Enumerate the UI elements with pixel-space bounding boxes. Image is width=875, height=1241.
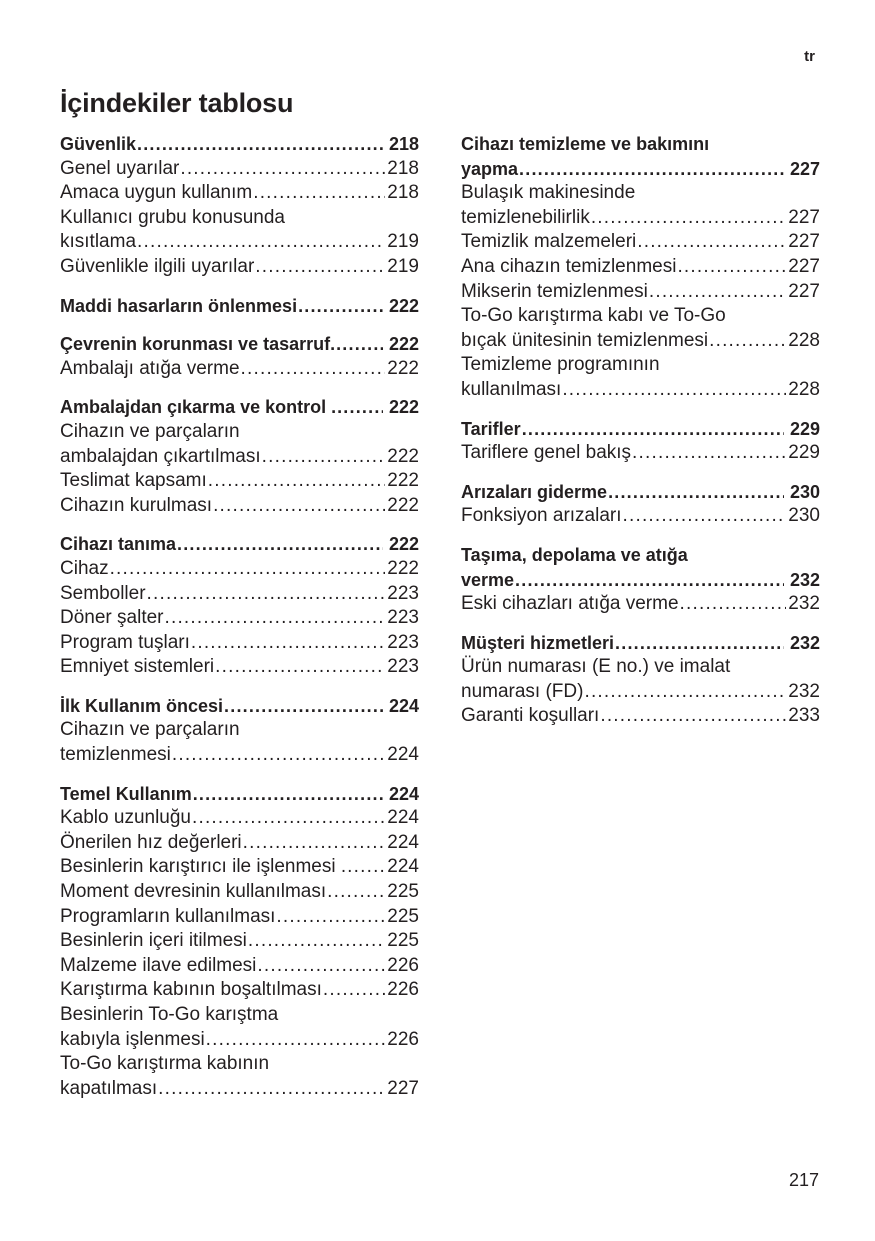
toc-entry-title: Temel Kullanım [60,783,192,804]
toc-page-number: 222 [387,470,419,492]
dot-leader [583,680,786,705]
toc-entry-title: Temizleme programının [461,354,660,376]
toc-entry-cihazin-ve-parcalarin-ambalajdan-cikartilmasi-line-1[interactable] [60,420,419,445]
dot-leader [676,255,786,280]
toc-entry-title: Cihazın ve parçaların [60,420,240,442]
toc-entry-cihazin-ve-parcalarin-ambalajdan-cikartilmasi-line-2[interactable] [60,445,419,470]
toc-entry-title: Mikserin temizlenmesi [461,280,648,302]
toc-entry-amaca-uygun-kullanim[interactable] [60,181,419,206]
toc-page-number: 227 [387,1077,419,1099]
toc-page-number: 232 [789,569,820,590]
toc-page-number: 227 [788,280,820,302]
dot-leader [252,181,385,206]
dot-leader [212,494,385,519]
dot-leader [256,954,385,979]
dot-leader [326,880,385,905]
toc-entry-title: Besinlerin içeri itilmesi [60,930,247,952]
toc-page-number: 226 [387,1028,419,1050]
toc-entry-title: Tariflere genel bakış [461,442,632,464]
toc-entry-doner-salter[interactable] [60,606,419,631]
dot-leader [297,294,383,319]
toc-entry-kullanici-grubu-konusunda-kisitlama-line-2[interactable] [60,230,419,255]
dot-leader [261,445,386,470]
toc-column-right [461,132,820,743]
toc-entry-title: kullanılması [461,378,562,400]
toc-section-tasima-depolama-ve-atiga-verme [461,543,820,617]
toc-entry-title: Kablo uzunluğu [60,807,191,829]
toc-page-number: 230 [788,505,820,527]
toc-entry-title: Taşıma, depolama ve atığa [461,544,688,565]
toc-entry-title: Besinlerin karıştırıcı ile işlenmesi . [60,856,347,878]
dot-leader [136,132,383,157]
toc-entry-cihazin-ve-parcalarin-temizlenmesi-line-1[interactable] [60,718,419,743]
toc-heading-cevrenin-korunmasi-ve-tasarruf[interactable] [60,332,419,357]
toc-entry-besinlerin-to-go-karistma-kabiyla-islenmesi-line-1[interactable] [60,1003,419,1028]
dot-leader [614,631,784,656]
dot-leader [631,441,786,466]
toc-section-guvenlik [60,132,419,280]
dot-leader [521,417,784,442]
toc-entry-title: Maddi hasarların önlenmesi [60,295,298,316]
toc-entry-bulasik-makinesinde-temizlenebilirlik-line-1[interactable] [461,181,820,206]
toc-section-tarifler [461,417,820,466]
toc-entry-kablo-uzunlugu[interactable] [60,806,419,831]
toc-page-number: 218 [387,182,419,204]
toc-entry-title: Önerilen hız değerleri [60,831,242,853]
toc-heading-temel-kullanim[interactable] [60,782,419,807]
toc-page-number: 224 [388,695,419,716]
toc-page-number: 229 [789,418,820,439]
dot-leader [679,592,787,617]
toc-entry-ana-cihazin-temizlenmesi[interactable] [461,255,820,280]
toc-entry-temizleme-programinin-kullanilmasi-line-1[interactable] [461,353,820,378]
toc-entry-title: verme [461,569,515,590]
toc-entry-title: ambalajdan çıkartılması [60,445,261,467]
dot-leader [109,557,386,582]
toc-entry-title: Kullanıcı grubu konusunda [60,206,285,228]
toc-entry-ambalaji-atiga-verme[interactable] [60,357,419,382]
toc-entry-title: Eski cihazları atığa verme [461,593,679,615]
toc-entry-malzeme-ilave-edilmesi[interactable] [60,954,419,979]
toc-entry-title: bıçak ünitesinin temizlenmesi [461,329,709,351]
toc-section-ambalajdan-cikarma-ve-kontrol [60,395,419,518]
dot-leader [192,782,383,807]
toc-heading-musteri-hizmetleri[interactable] [461,631,820,656]
toc-section-maddi-hasarlarin-onlenmesi [60,294,419,319]
toc-entry-title: Amaca uygun kullanım [60,182,253,204]
dot-leader [561,378,786,403]
dot-leader [214,655,385,680]
toc-entry-title: Moment devresinin kullanılması [60,881,327,903]
toc-entry-title: Genel uyarılar [60,157,180,179]
toc-section-ilk-kullanim-oncesi [60,694,419,768]
toc-entry-title: Cihazın ve parçaların [60,719,240,741]
dot-leader [648,280,786,305]
toc-entry-title: Malzeme ilave edilmesi [60,954,257,976]
toc-entry-title: Döner şalter [60,607,164,629]
dot-leader [254,255,385,280]
toc-entry-title: Arızaları giderme [461,481,608,502]
toc-entry-karistirma-kabinin-bosaltilmasi[interactable] [60,978,419,1003]
toc-page-number: 224 [387,807,419,829]
toc-entry-title: To-Go karıştırma kabı ve To-Go [461,305,726,327]
toc-section-temel-kullanim [60,782,419,1102]
toc-entry-title: Cihazı tanıma [60,534,177,555]
toc-entry-to-go-karistirma-kabinin-kapatilmasi-line-2[interactable] [60,1077,419,1102]
dot-leader [607,480,784,505]
toc-entry-title: Güvenlik [60,134,137,154]
toc-page-number: 222 [388,334,419,355]
dot-leader [336,395,383,420]
toc-page-number: 227 [789,158,820,179]
toc-entry-kullanici-grubu-konusunda-kisitlama-line-1[interactable] [60,206,419,231]
toc-entry-fonksiyon-arizalari[interactable] [461,504,820,529]
toc-entry-title: temizlenebilirlik [461,206,590,228]
toc-page-number: 225 [387,905,419,927]
toc-page-number: 230 [789,481,820,502]
dot-leader [247,929,385,954]
toc-heading-cihazi-tanima[interactable] [60,532,419,557]
toc-page-number: 223 [387,656,419,678]
dot-leader [240,357,386,382]
toc-entry-title: Program tuşları [60,631,190,653]
page-number: 217 [788,1170,819,1190]
toc-entry-title: yapma [461,158,519,179]
toc-page-number: 224 [387,856,419,878]
toc-entry-title: Güvenlikle ilgili uyarılar [60,255,255,277]
toc-entry-title: To-Go karıştırma kabının [60,1053,270,1075]
dot-leader [176,532,383,557]
toc-page-number: 227 [788,231,820,253]
toc-entry-title: Fonksiyon arızaları [461,505,622,527]
toc-column-left [60,132,419,1115]
toc-entry-title: Ürün numarası (E no.) ve imalat [461,656,731,678]
dot-leader [708,329,786,354]
toc-entry-title: İlk Kullanım öncesi [60,695,224,716]
toc-entry-title: Ana cihazın temizlenmesi [461,255,677,277]
toc-page-number: 225 [387,881,419,903]
toc-entry-semboller[interactable] [60,582,419,607]
dot-leader [223,694,383,719]
toc-section-musteri-hizmetleri [461,631,820,729]
toc-page-number: 222 [388,295,419,316]
toc-heading-tarifler[interactable] [461,417,820,442]
toc-entry-title: Müşteri hizmetleri [461,632,615,653]
toc-page-number: 232 [789,632,820,653]
toc-heading-arizalari-giderme[interactable] [461,480,820,505]
language-code: tr [804,48,815,65]
toc-entry-moment-devresinin-kullanilmasi[interactable] [60,880,419,905]
toc-page-number: 222 [387,494,419,516]
dot-leader [622,504,787,529]
dot-leader [590,206,786,231]
toc-page-number: 222 [387,357,419,379]
dot-leader [164,606,386,631]
toc-page-number: 222 [387,445,419,467]
toc-entry-cihaz[interactable] [60,557,419,582]
toc-entry-cihazin-kurulmasi[interactable] [60,494,419,519]
toc-entry-mikserin-temizlenmesi[interactable] [461,280,820,305]
toc-entry-title: Garanti koşulları [461,705,600,727]
toc-section-cihazi-tanima [60,532,419,680]
toc-heading-guvenlik[interactable] [60,132,419,157]
toc-entry-urun-numarasi-e-no-ve-imalat-numarasi-fd-line-1[interactable] [461,655,820,680]
dot-leader [518,157,784,182]
toc-page-number: 227 [788,206,820,228]
toc-heading-maddi-hasarlarin-onlenmesi[interactable] [60,294,419,319]
toc-page-number: 223 [387,631,419,653]
toc-entry-to-go-karistirma-kabi-ve-to-go-bicak-unitesinin-temizlenmesi-line-2[interactable] [461,329,820,354]
toc-entry-urun-numarasi-e-no-ve-imalat-numarasi-fd-line-2[interactable] [461,680,820,705]
toc-page-number: 233 [788,705,820,727]
toc-page-number: 224 [387,831,419,853]
toc-entry-title: Cihazın kurulması [60,494,213,516]
dot-leader [191,806,385,831]
dot-leader [242,831,386,856]
toc-entry-title: Ambalajdan çıkarma ve kontrol . [60,397,337,418]
toc-entry-title: Karıştırma kabının boşaltılması [60,979,322,1001]
toc-entry-programlarin-kullanilmasi[interactable] [60,905,419,930]
dot-leader [346,855,385,880]
toc-page-number: 229 [788,442,820,464]
toc-entry-title: kabıyla işlenmesi [60,1028,205,1050]
dot-leader [207,469,386,494]
dot-leader [179,157,385,182]
toc-page-number: 218 [387,157,419,179]
toc-entry-title: kısıtlama [60,231,137,253]
toc-section-cevrenin-korunmasi-ve-tasarruf [60,332,419,381]
toc-entry-title: Temizlik malzemeleri [461,231,637,253]
toc-page-number: 224 [388,783,419,804]
toc-entry-title: Cihaz [60,557,109,579]
dot-leader [599,704,786,729]
toc-entry-title: Çevrenin korunması ve tasarruf. [60,334,336,355]
dot-leader [190,631,385,656]
toc-entry-temizlik-malzemeleri[interactable] [461,230,820,255]
toc-page-number: 226 [387,954,419,976]
toc-entry-title: Tarifler [461,418,521,439]
toc-heading-cihazi-temizleme-ve-bakimini-yapma-line-2[interactable] [461,157,820,182]
toc-entry-title: Teslimat kapsamı [60,470,207,492]
toc-entry-title: Programların kullanılması [60,905,276,927]
toc-entry-title: kapatılması [60,1077,158,1099]
toc-entry-tariflere-genel-bakis[interactable] [461,441,820,466]
toc-entry-onerilen-hiz-degerleri[interactable] [60,831,419,856]
toc-entry-besinlerin-to-go-karistma-kabiyla-islenmesi-line-2[interactable] [60,1028,419,1053]
dot-leader [136,230,385,255]
toc-entry-cihazin-ve-parcalarin-temizlenmesi-line-2[interactable] [60,743,419,768]
toc-entry-emniyet-sistemleri[interactable] [60,655,419,680]
toc-entry-temizleme-programinin-kullanilmasi-line-2[interactable] [461,378,820,403]
toc-page-number: 223 [387,607,419,629]
toc-page-number: 224 [387,744,419,766]
dot-leader [205,1028,386,1053]
toc-entry-besinlerin-karistirici-ile-islenmesi[interactable] [60,855,419,880]
dot-leader [275,905,385,930]
toc-entry-to-go-karistirma-kabinin-kapatilmasi-line-1[interactable] [60,1052,419,1077]
toc-entry-title: Semboller [60,582,146,604]
toc-entry-title: Besinlerin To-Go karıştma [60,1004,279,1025]
toc-entry-title: Ambalajı atığa verme [60,357,240,379]
toc-entry-to-go-karistirma-kabi-ve-to-go-bicak-unitesinin-temizlenmesi-line-1[interactable] [461,304,820,329]
toc-page-number: 219 [387,231,419,253]
toc-entry-besinlerin-iceri-itilmesi[interactable] [60,929,419,954]
toc-section-cihazi-temizleme-ve-bakimini-yapma [461,132,820,403]
toc-page-number: 228 [788,378,820,400]
toc-heading-ambalajdan-cikarma-ve-kontrol[interactable] [60,395,419,420]
dot-leader [157,1077,385,1102]
page-title: İçindekiler tablosu [60,88,294,118]
toc-entry-guvenlikle-ilgili-uyarilar[interactable] [60,255,419,280]
dot-leader [322,978,385,1003]
toc-page-number: 218 [388,134,419,154]
toc-page-number: 222 [387,557,419,579]
toc-heading-tasima-depolama-ve-atiga-verme-line-1[interactable] [461,543,820,568]
toc-page-number: 223 [387,582,419,604]
dot-leader [514,568,784,593]
toc-entry-garanti-kosullari[interactable] [461,704,820,729]
toc-page-number: 232 [788,593,820,615]
toc-entry-title: temizlenmesi [60,744,171,766]
toc-section-arizalari-giderme [461,480,820,529]
toc-page-number: 226 [387,979,419,1001]
toc-page-number: 227 [788,255,820,277]
toc-entry-title: Bulaşık makinesinde [461,182,636,204]
toc-entry-title: Cihazı temizleme ve bakımını [461,134,710,154]
toc-page-number: 222 [388,534,419,555]
dot-leader [636,230,786,255]
toc-page-number: 232 [788,680,820,702]
toc-heading-cihazi-temizleme-ve-bakimini-yapma-line-1[interactable] [461,132,820,157]
toc-entry-eski-cihazlari-atiga-verme[interactable] [461,592,820,617]
toc-entry-title: Emniyet sistemleri [60,656,215,678]
toc-heading-ilk-kullanim-oncesi[interactable] [60,694,419,719]
toc-page-number: 228 [788,329,820,351]
toc-entry-genel-uyarilar[interactable] [60,157,419,182]
toc-entry-teslimat-kapsami[interactable] [60,469,419,494]
toc-heading-tasima-depolama-ve-atiga-verme-line-2[interactable] [461,568,820,593]
toc-entry-program-tuslari[interactable] [60,631,419,656]
toc-entry-bulasik-makinesinde-temizlenebilirlik-line-2[interactable] [461,206,820,231]
toc-page-number: 222 [388,397,419,418]
dot-leader [171,743,385,768]
toc-page-number: 219 [387,255,419,277]
dot-leader [146,582,386,607]
toc-page-number: 225 [387,930,419,952]
toc-entry-title: numarası (FD) [461,680,584,702]
dot-leader [335,332,383,357]
